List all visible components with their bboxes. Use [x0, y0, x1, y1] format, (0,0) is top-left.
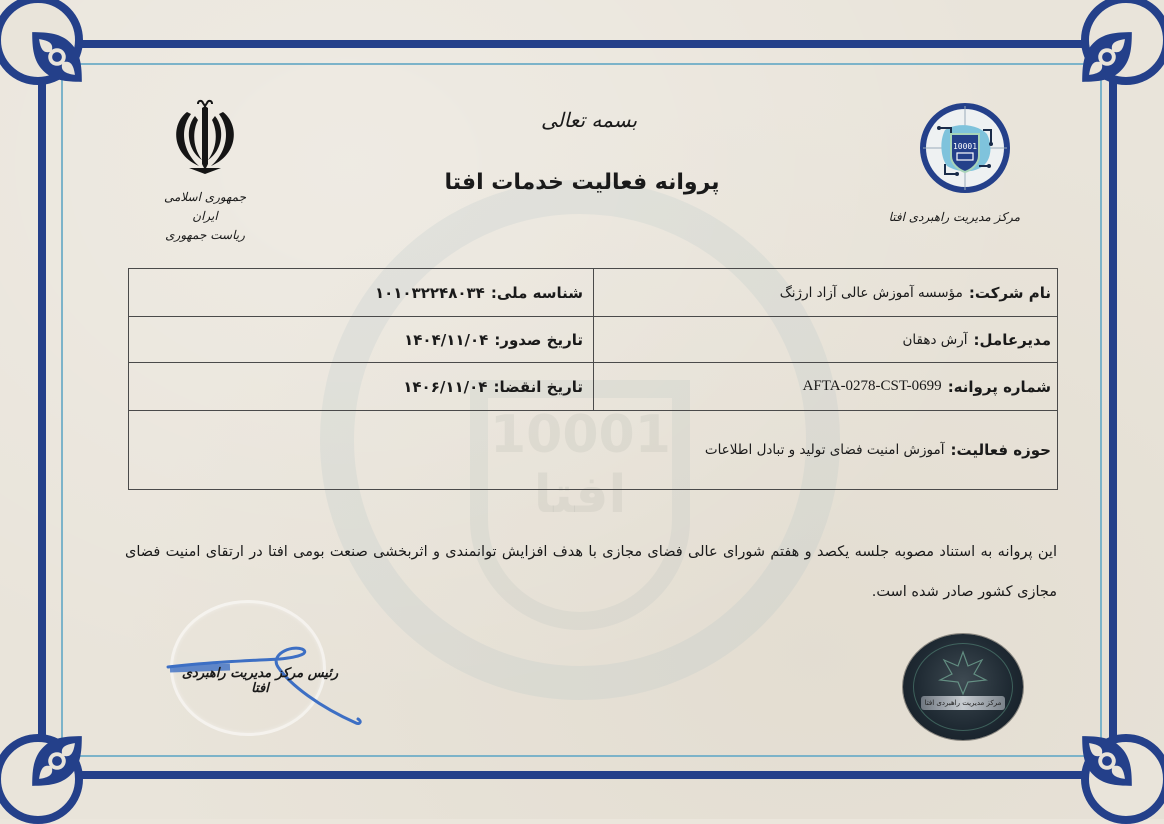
license-number-value: AFTA-0278-CST-0699 — [802, 378, 942, 394]
issue-date-label: تاریخ صدور: — [494, 330, 583, 349]
expiry-date-value: ۱۴۰۶/۱۱/۰۴ — [403, 377, 488, 396]
license-number-cell — [594, 363, 1057, 410]
issue-date-cell — [129, 317, 594, 362]
page-title: پروانه فعالیت خدمات افتا — [444, 170, 720, 195]
issuer-right — [888, 100, 1020, 224]
company-name-cell — [594, 269, 1057, 316]
table-row — [129, 363, 1057, 411]
ceo-cell — [594, 317, 1057, 362]
national-id-cell — [129, 269, 594, 316]
corner-ornament-icon — [18, 18, 96, 96]
corner-ornament-icon — [1068, 18, 1146, 96]
issuer-left-line1: جمهوری اسلامی ایران — [163, 190, 247, 223]
activity-scope-cell — [129, 411, 1057, 489]
svg-text:10001: 10001 — [952, 142, 978, 151]
table-row — [129, 269, 1057, 317]
company-name-label: نام شرکت: — [968, 283, 1051, 302]
corner-ornament-icon — [18, 722, 96, 800]
national-id-label: شناسه ملی: — [490, 283, 583, 302]
company-name-value: مؤسسه آموزش عالی آزاد ارژنگ — [779, 284, 963, 301]
issuer-left-line2: ریاست جمهوری — [165, 228, 245, 242]
national-id-value: ۱۰۱۰۳۲۲۴۸۰۳۴ — [374, 283, 485, 302]
watermark-logo-text: 10001 افتا — [490, 405, 671, 525]
issuer-left — [160, 98, 250, 245]
ceo-value: آرش دهقان — [902, 331, 968, 348]
activity-scope-label: حوزه فعالیت: — [950, 441, 1051, 459]
expiry-date-label: تاریخ انقضا: — [493, 377, 583, 396]
license-number-label: شماره پروانه: — [947, 377, 1051, 396]
issue-date-value: ۱۴۰۴/۱۱/۰۴ — [404, 330, 489, 349]
ceo-label: مدیرعامل: — [973, 330, 1051, 349]
hologram-flower-icon — [938, 650, 988, 696]
basmala: بسمه تعالی — [540, 108, 638, 132]
afta-logo-icon — [917, 100, 1013, 196]
hologram-label: مرکز مدیریت راهبردی افتا — [921, 696, 1005, 710]
corner-ornament-icon — [1068, 722, 1146, 800]
activity-scope-value: آموزش امنیت فضای تولید و تبادل اطلاعات — [704, 442, 945, 458]
license-statement: این پروانه به استناد مصوبه جلسه یکصد و هفتم شورای عالی فضای مجازی با هدف افزایش توانمندی و اثربخشی صنعت بومی افتا در ارتقای امنیت فضای مجازی کشور صادر شده است. — [125, 544, 1057, 600]
iran-emblem-icon — [165, 98, 245, 176]
issuer-right-caption: مرکز مدیریت راهبردی افتا — [888, 210, 1020, 224]
table-row — [129, 411, 1057, 489]
license-details-table — [128, 268, 1058, 490]
hologram-seal — [903, 634, 1023, 740]
signatory-title: رئیس مرکز مدیریت راهبردی افتا — [181, 666, 339, 696]
expiry-date-cell — [129, 363, 594, 410]
table-row — [129, 317, 1057, 363]
